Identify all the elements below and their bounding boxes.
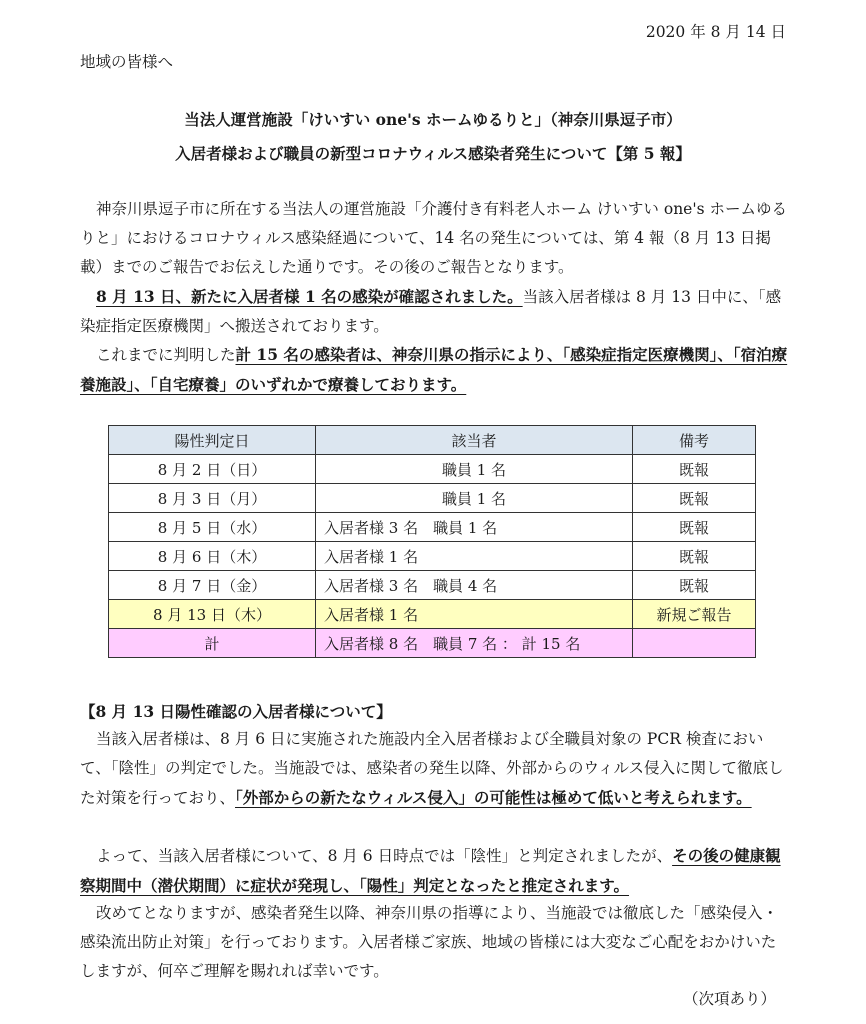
- table-row-total: [109, 629, 756, 658]
- row-persons: 入居者様 3 名 職員 4 名: [316, 571, 633, 600]
- document-date: 2020 年 8 月 14 日: [645, 23, 786, 41]
- table-row: [109, 484, 756, 513]
- row-note: 既報: [633, 513, 756, 542]
- treatment-highlight: 計 15 名の感染者は、神奈川県の指示により、「感染症指定医療機関」、「宿泊療養施設」、「自宅療養」のいずれかで療養しております。: [80, 345, 788, 394]
- header-date: 陽性判定日: [109, 426, 316, 455]
- conclusion-paragraph: [80, 841, 790, 901]
- conclusion-text: よって、当該入居者様について、8 月 6 日時点では「陰性」と判定されましたが、: [96, 847, 673, 865]
- section-heading: 【8 月 13 日陽性確認の入居者様について】: [80, 702, 392, 721]
- pcr-text: 当該入居者様は、8 月 6 日に実施された施設内全入居者様および全職員対象の PCR 検査において、「陰性」の判定でした。当施設では、感染者の発生以降、外部からのウィルス侵入に関して徹底した対策を行っており、: [80, 730, 784, 807]
- table-row: [109, 513, 756, 542]
- treatment-paragraph: [80, 340, 790, 400]
- conclusion-highlight: その後の健康観察期間中（潜伏期間）に症状が発現し、「陽性」判定となったと推定されます。: [80, 846, 781, 895]
- row-note: 既報: [633, 542, 756, 571]
- document-title-line2: 入居者様および職員の新型コロナウィルス感染者発生について【第 5 報】: [175, 144, 691, 163]
- new-case-detail: 当該入居者様は 8 月 13 日中に、「感染症指定医療機関」へ搬送されております。: [80, 288, 782, 335]
- new-case-paragraph: [80, 282, 790, 341]
- table-header-row: [109, 426, 756, 455]
- treatment-lead: これまでに判明した: [96, 346, 236, 364]
- row-persons: 入居者様 1 名: [316, 542, 633, 571]
- row-date: 8 月 3 日（月）: [109, 484, 316, 513]
- total-label: 計: [109, 629, 316, 658]
- row-persons: 職員 1 名: [316, 484, 633, 513]
- pcr-highlight: 「外部からの新たなウィルス侵入」の可能性は極めて低いと考えられます。: [235, 788, 752, 807]
- row-date: 8 月 2 日（日）: [109, 455, 316, 484]
- row-note: 新規ご報告: [633, 600, 756, 629]
- table-row: [109, 455, 756, 484]
- header-note: 備考: [633, 426, 756, 455]
- row-note: 既報: [633, 455, 756, 484]
- header-persons: 該当者: [316, 426, 633, 455]
- continued-note: （次項あり）: [682, 990, 776, 1008]
- new-case-highlight: 8 月 13 日、新たに入居者様 1 名の感染が確認されました。: [96, 287, 523, 306]
- table-row: [109, 571, 756, 600]
- greeting: 地域の皆様へ: [80, 53, 174, 71]
- closing-paragraph: 改めてとなりますが、感染者発生以降、神奈川県の指導により、当施設では徹底した「感染侵入・感染流出防止対策」を行っております。入居者様ご家族、地域の皆様には大変なご心配をおかけいたしますが、何卒ご理解を賜れれば幸いです。: [80, 904, 779, 980]
- cases-table: [108, 425, 756, 658]
- row-date: 8 月 6 日（木）: [109, 542, 316, 571]
- document-title-line1: 当法人運営施設「けいすい one's ホームゆるりと」（神奈川県逗子市）: [184, 110, 682, 129]
- row-note: 既報: [633, 484, 756, 513]
- row-note: 既報: [633, 571, 756, 600]
- row-persons: 入居者様 3 名 職員 1 名: [316, 513, 633, 542]
- intro-paragraph: 神奈川県逗子市に所在する当法人の運営施設「介護付き有料老人ホーム けいすい one's ホームゆるりと」におけるコロナウィルス感染経過について、14 名の発生については、第 4 報（8 月 13 日掲載）までのご報告でお伝えした通りです。その後のご報告となります。: [80, 200, 787, 276]
- row-date: 8 月 5 日（水）: [109, 513, 316, 542]
- pcr-paragraph: [80, 725, 790, 813]
- row-persons: 職員 1 名: [316, 455, 633, 484]
- table-row: [109, 542, 756, 571]
- row-date: 8 月 7 日（金）: [109, 571, 316, 600]
- row-date: 8 月 13 日（木）: [109, 600, 316, 629]
- total-persons: 入居者様 8 名 職員 7 名 ： 計 15 名: [316, 629, 633, 658]
- table-row-new-report: [109, 600, 756, 629]
- total-note: [633, 629, 756, 658]
- row-persons: 入居者様 1 名: [316, 600, 633, 629]
